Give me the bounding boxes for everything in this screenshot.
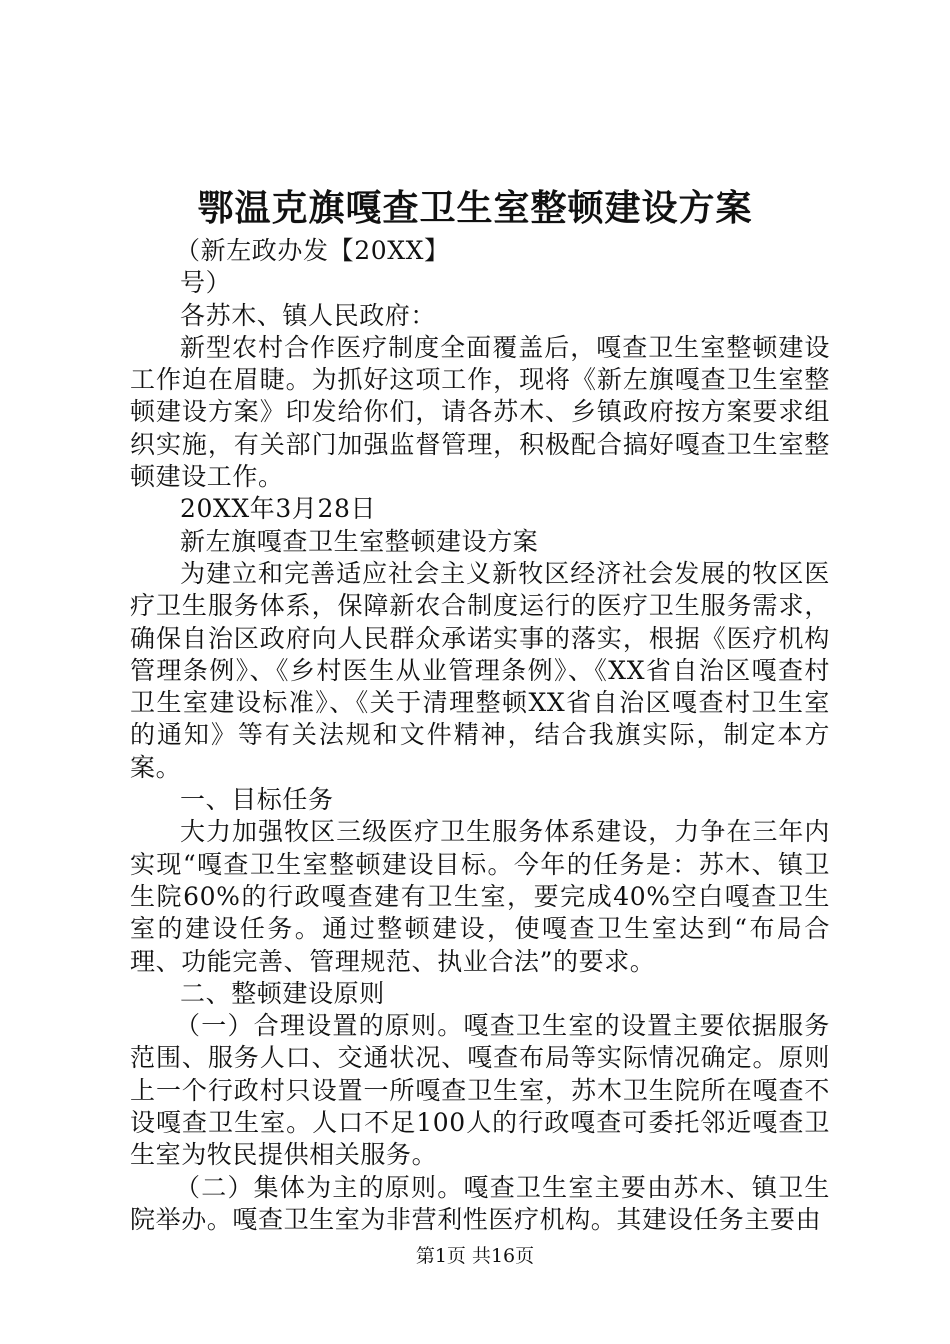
addressee-line: 各苏木、镇人民政府：: [180, 300, 437, 330]
notice-paragraph: 新型农村合作医疗制度全面覆盖后，嘎查卫生室整顿建设工作迫在眉睫。为抓好这项工作，现将《新左旗嘎查卫生室整顿建设方案》印发给你们，请各苏木、乡镇政府按方案要求组织实施，有关部门加强监督管理，积极配合搞好嘎查卫生室整顿建设工作。: [130, 332, 830, 492]
preamble-paragraph: 为建立和完善适应社会主义新牧区经济社会发展的牧区医疗卫生服务体系，保障新农合制度运行的医疗卫生服务需求，确保自治区政府向人民群众承诺实事的落实，根据《医疗机构管理条例》、《乡村医生从业管理条例》、《XX省自治区嘎查村卫生室建设标准》、《关于清理整顿XX省自治区嘎查村卫生室的通知》等有关法规和文件精神，结合我旗实际，制定本方案。: [130, 558, 830, 782]
principle-2-paragraph: （二）集体为主的原则。嘎查卫生室主要由苏木、镇卫生院举办。嘎查卫生室为非营利性医疗机构。其建设任务主要由: [130, 1172, 830, 1234]
principle-1-paragraph: （一）合理设置的原则。嘎查卫生室的设置主要依据服务范围、服务人口、交通状况、嘎查布局等实际情况确定。原则上一个行政村只设置一所嘎查卫生室，苏木卫生院所在嘎查不设嘎查卫生室。人口不足100人的行政嘎查可委托邻近嘎查卫生室为牧民提供相关服务。: [130, 1011, 830, 1170]
document-body: [130, 235, 830, 1236]
document-number-suffix: 号）: [180, 268, 232, 298]
plan-subtitle: 新左旗嘎查卫生室整顿建设方案: [180, 526, 539, 556]
goals-paragraph: 大力加强牧区三级医疗卫生服务体系建设，力争在三年内实现“嘎查卫生室整顿建设目标。今年的任务是：苏木、镇卫生院60%的行政嘎查建有卫生室，要完成40%空白嘎查卫生室的建设任务。通过整顿建设，使嘎查卫生室达到“布局合理、功能完善、管理规范、执业合法”的要求。: [130, 817, 830, 976]
date-line: 20XX年3月28日: [180, 494, 377, 524]
document-number-line: （新左政办发【20XX】: [175, 236, 450, 265]
section-heading-principles: 二、整顿建设原则: [180, 978, 385, 1008]
page-footer: 第1页 共16页: [415, 1245, 535, 1267]
document-title: 鄂温克旗嘎查卫生室整顿建设方案: [197, 187, 753, 229]
section-heading-goals: 一、目标任务: [180, 785, 334, 815]
